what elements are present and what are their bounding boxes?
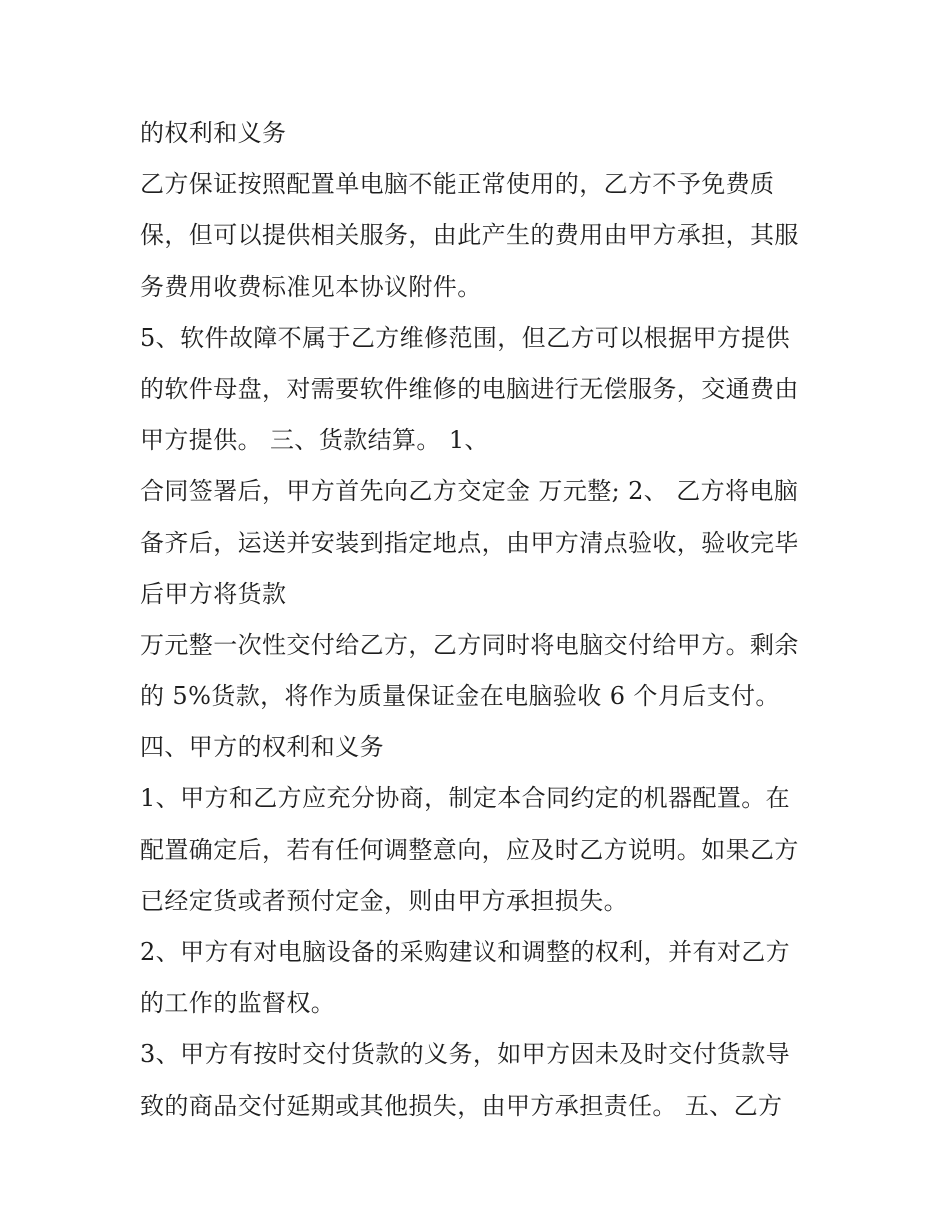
text-line: 5、软件故障不属于乙方维修范围，但乙方可以根据甲方提供	[140, 323, 791, 352]
text-line: 后甲方将货款	[140, 579, 287, 608]
text-line: 甲方提供。 三、货款结算。 1、	[140, 426, 489, 455]
text-line: 2、甲方有对电脑设备的采购建议和调整的权利，并有对乙方	[140, 938, 791, 966]
text-line: 配置确定后，若有任何调整意向，应及时乙方说明。如果乙方	[140, 835, 799, 864]
text-line: 四、甲方的权利和义务	[140, 733, 384, 762]
text-line: 合同签署后，甲方首先向乙方交定金 万元整; 2、 乙方将电脑	[140, 477, 799, 506]
document-body	[140, 108, 830, 1132]
text-line: 的权利和义务	[140, 119, 287, 147]
text-line: 的 5%货款，将作为质量保证金在电脑验收 6 个月后支付。	[140, 682, 780, 711]
text-line: 致的商品交付延期或其他损失，由甲方承担责任。 五、乙方	[140, 1091, 783, 1120]
text-line: 3、甲方有按时交付货款的义务，如甲方因未及时交付货款导	[140, 1040, 791, 1069]
text-line: 保，但可以提供相关服务，由此产生的费用由甲方承担，其服	[140, 221, 799, 250]
text-line: 乙方保证按照配置单电脑不能正常使用的，乙方不予免费质	[140, 170, 775, 199]
text-line: 万元整一次性交付给乙方，乙方同时将电脑交付给甲方。剩余	[140, 630, 799, 659]
text-line: 务费用收费标准见本协议附件。	[140, 272, 482, 301]
text-line: 1、甲方和乙方应充分协商，制定本合同约定的机器配置。在	[140, 784, 791, 813]
text-line: 的软件母盘，对需要软件维修的电脑进行无偿服务，交通费由	[140, 374, 799, 403]
text-line: 备齐后，运送并安装到指定地点，由甲方清点验收，验收完毕	[140, 528, 799, 557]
text-line: 的工作的监督权。	[140, 989, 336, 1018]
text-line: 已经定货或者预付定金，则由甲方承担损失。	[140, 886, 628, 915]
